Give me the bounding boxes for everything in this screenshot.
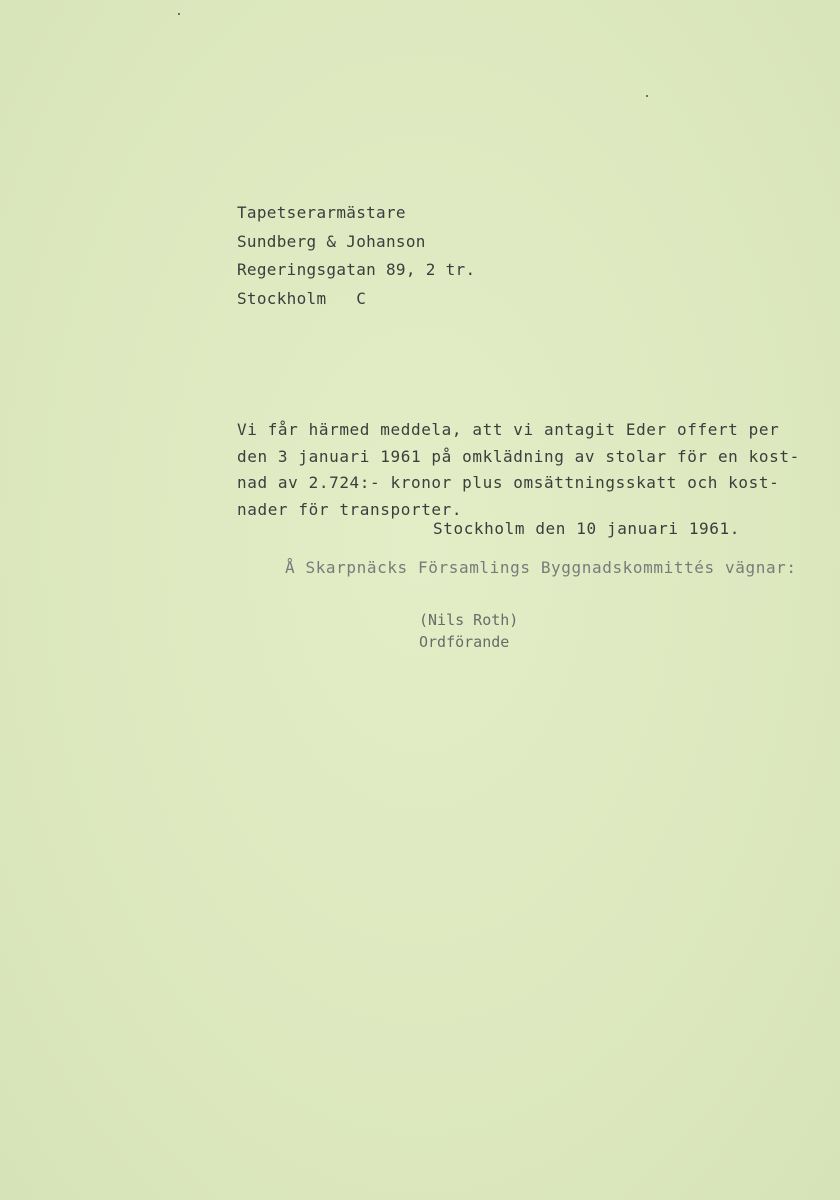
body-line: nader för transporter. [237, 499, 463, 519]
body-line: den 3 januari 1961 på omklädning av stolar för en kost- [237, 446, 800, 466]
body-line: nad av 2.724:- kronor plus omsättningsskatt och kost- [237, 473, 780, 492]
signature-block [419, 609, 518, 653]
letter-body [237, 417, 800, 523]
dateline: Stockholm den 10 januari 1961. [433, 519, 740, 538]
on-behalf-line: Å Skarpnäcks Församlings Byggnadskommittés vägnar: [285, 558, 797, 577]
recipient-line: Regeringsgatan 89, 2 tr. [237, 260, 476, 279]
body-line: Vi får härmed meddela, att vi antagit Eder offert per [237, 420, 780, 439]
ink-speck [646, 95, 648, 97]
recipient-line: Stockholm C [237, 288, 367, 308]
signatory-title: Ordförande [419, 633, 510, 651]
recipient-line: Sundberg & Johanson [237, 231, 426, 251]
ink-speck [178, 13, 180, 15]
recipient-address [237, 199, 475, 313]
signatory-name: (Nils Roth) [419, 611, 519, 629]
recipient-line: Tapetserarmästare [237, 203, 406, 222]
